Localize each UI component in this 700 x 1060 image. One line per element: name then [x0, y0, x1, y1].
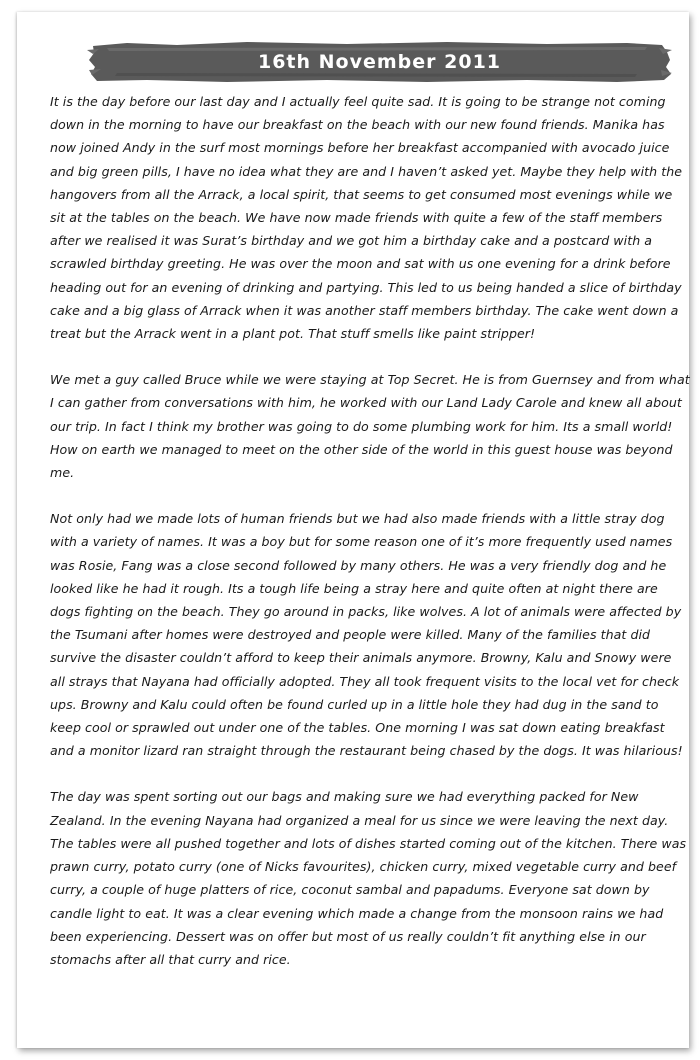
paragraph: Not only had we made lots of human friends but we had also made friends with a little stray dog with a variety of names. It was a boy but for some reason one of it’s more frequently used names was Rosie, Fang was a close second followed by many others. He was a very friendly dog and he looked like he had it rough. Its a tough life being a stray here and quite often at night there are dogs fighting on the beach. They go around in packs, like wolves. A lot of animals were affected by the Tsumani after homes were destroyed and people were killed. Many of the families that did survive the disaster couldn’t afford to keep their animals anymore. Browny, Kalu and Snowy were all strays that Nayana had officially adopted. They all took frequent visits to the local vet for check ups. Browny and Kalu could often be found curled up in a little hole they had dug in the sand to keep cool or sprawled out under one of the tables. One morning I was sat down eating breakfast and a monitor lizard ran straight through the restaurant being chased by the dogs. It was hilarious! [50, 511, 683, 759]
paragraph: We met a guy called Bruce while we were staying at Top Secret. He is from Guernsey and from what I can gather from conversations with him, he worked with our Land Lady Carole and knew all about our trip. In fact I think my brother was going to do some plumbing work for him. Its a small world! How on earth we managed to meet on the other side of the world in this guest house was beyond me. [50, 372, 690, 481]
date-banner [87, 40, 672, 84]
paragraph: The day was spent sorting out our bags and making sure we had everything packed for New Zealand. In the evening Nayana had organized a meal for us since we were leaving the next day. The tables were all pushed together and lots of dishes started coming out of the kitchen. There was prawn curry, potato curry (one of Nicks favourites), chicken curry, mixed vegetable curry and beef curry, a couple of huge platters of rice, coconut sambal and papadums. Everyone sat down by candle light to eat. It was a clear evening which made a change from the monsoon rains we had been experiencing. Dessert was on offer but most of us really couldn’t fit anything else in our stomachs after all that curry and rice. [50, 789, 687, 967]
page [17, 12, 689, 1048]
journal-body [50, 90, 690, 994]
entry-date-title: 16th November 2011 [257, 51, 502, 73]
paragraph: It is the day before our last day and I actually feel quite sad. It is going to be strange not coming down in the morning to have our breakfast on the beach with our new found friends. Manika has now joined Andy in the surf most mornings before her breakfast accompanied with avocado juice and big green pills, I have no idea what they are and I haven’t asked yet. Maybe they help with the hangovers from all the Arrack, a local spirit, that seems to get consumed most evenings while we sit at the tables on the beach. We have now made friends with quite a few of the staff members after we realised it was Surat’s birthday and we got him a birthday cake and a postcard with a scrawled birthday greeting. He was over the moon and sat with us one evening for a drink before heading out for an evening of drinking and partying. This led to us being handed a slice of birthday cake and a big glass of Arrack when it was another staff members birthday. The cake went down a treat but the Arrack went in a plant pot. That stuff smells like paint stripper! [50, 94, 683, 342]
